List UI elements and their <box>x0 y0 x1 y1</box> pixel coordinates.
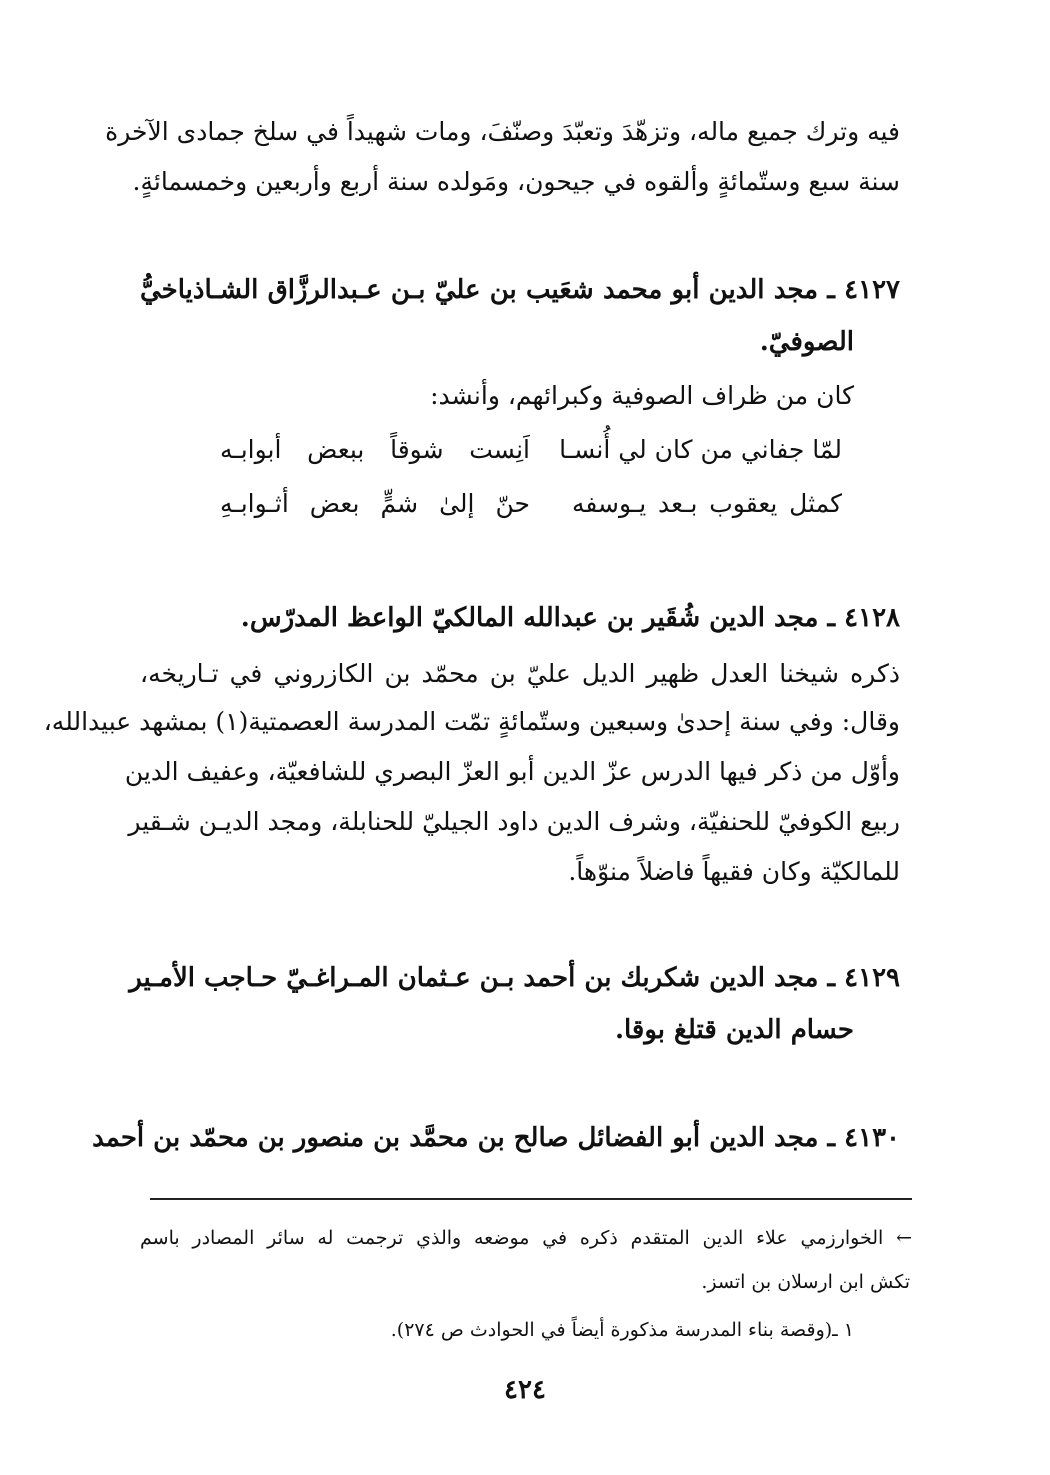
footnote-separator <box>150 1198 912 1200</box>
entry-4128-line-3: وأوّل من ذكر فيها الدرس عزّ الدين أبو العزّ البصري للشافعيّة، وعفيف الدين <box>124 757 900 786</box>
footnote-continuation-line-1: ← الخوارزمي علاء الدين المتقدم ذكره في موضعه والذي ترجمت له سائر المصادر باسم <box>140 1227 912 1249</box>
entry-4128-line-5: للمالكيّة وكان فقيهاً فاضلاً منوّهاً. <box>568 857 900 886</box>
intro-line-2: سنة سبع وستّمائةٍ وألقوه في جيحون، ومَولده سنة أربع وأربعين وخمسمائةٍ. <box>132 167 900 196</box>
intro-line-1: فيه وترك جميع ماله، وتزهّدَ وتعبّدَ وصنّفَ، ومات شهيداً في سلخ جمادى الآخرة <box>105 117 900 146</box>
entry-4128-line-4: ربيع الكوفيّ للحنفيّة، وشرف الدين داود الجيليّ للحنابلة، ومجد الديـن شـقير <box>128 807 900 836</box>
entry-4130-heading: ٤١٣٠ ـ مجد الدين أبو الفضائل صالح بن محمَّد بن منصور بن محمّد بن أحمد <box>92 1123 900 1153</box>
entry-4127-heading: ٤١٢٧ ـ مجد الدين أبو محمد شعَيب بن عليّ بـن عـبدالرزَّاق الشـاذياخيُّ <box>140 275 900 305</box>
verse-1-first-hemistich: لمّا جفاني من كان لي أُنسـا <box>559 435 842 464</box>
entry-4127-heading-cont: الصوفيّ. <box>759 327 854 357</box>
entry-4129-heading: ٤١٢٩ ـ مجد الدين شكربك بن أحمد بـن عـثمان المـراغـيّ حـاجب الأمـير <box>129 963 900 993</box>
verse-2-first-hemistich: كمثل يعقوب بـعد يـوسفه <box>572 489 842 518</box>
entry-4128-heading: ٤١٢٨ ـ مجد الدين شُقَير بن عبدالله المالكيّ الواعظ المدرّس. <box>240 603 900 633</box>
entry-4128-line-2: وقال: وفي سنة إحدىٰ وسبعين وستّمائةٍ تمّت المدرسة العصمتية(١) بمشهد عبيدالله، <box>43 707 900 736</box>
entry-4128-line-1: ذكره شيخنا العدل ظهير الديل عليّ بن محمّد بن الكازروني في تـاريخه، <box>140 659 900 688</box>
page-number: ٤٢٤ <box>504 1375 546 1405</box>
footnote-continuation-line-2: تكش ابن ارسلان بن اتسز. <box>701 1271 910 1293</box>
entry-4129-heading-cont: حسام الدين قتلغ بوقا. <box>614 1015 854 1045</box>
verse-1-second-hemistich: اَنِست شوقاً ببعض أبوابـه <box>220 435 530 464</box>
entry-4127-text: كان من ظراف الصوفية وكبرائهم، وأنشد: <box>430 381 854 410</box>
verse-2-second-hemistich: حنّ إلىٰ شمٍّ بعض أثـوابـهِ <box>220 489 530 518</box>
footnote-1: ١ ـ(وقصة بناء المدرسة مذكورة أيضاً في الحوادث ص ٢٧٤). <box>390 1319 854 1341</box>
